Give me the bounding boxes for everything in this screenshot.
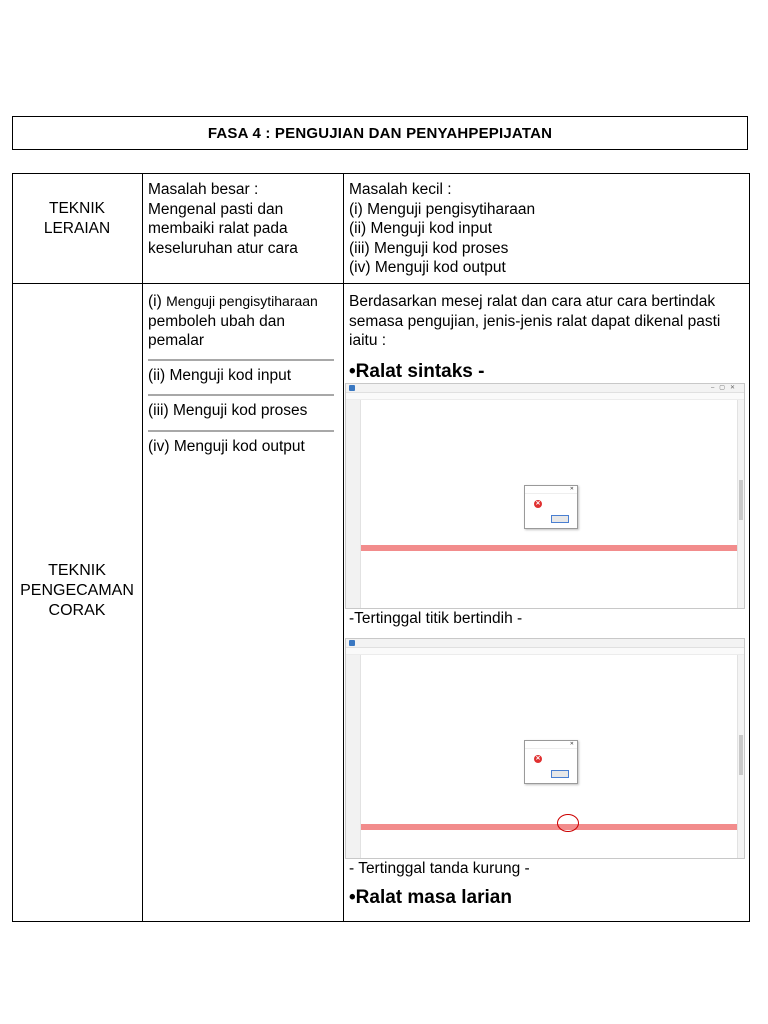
divider-rule	[148, 359, 334, 361]
row1-col3-line: (i) Menguji pengisytiharaan	[349, 200, 536, 218]
editor-titlebar	[346, 639, 744, 648]
code-editor-screenshot	[345, 383, 745, 609]
bullet-marker: •	[349, 887, 356, 908]
heading-text: Ralat sintaks -	[355, 361, 485, 382]
caption-tanda-kurung: - Tertinggal tanda kurung -	[349, 860, 530, 877]
teknik-pengecaman-corak-label	[13, 561, 141, 621]
row1-col3-line: (ii) Menguji kod input	[349, 220, 493, 237]
row1-col1-line: LERAIAN	[43, 219, 111, 237]
item-pengisytiharaan	[148, 292, 338, 351]
line-number-gutter	[346, 400, 361, 608]
page-title: FASA 4 : PENGUJIAN DAN PENYAHPEPIJATAN	[12, 116, 748, 150]
intro-line: semasa pengujian, jenis-jenis ralat dapat dikenal pasti	[349, 312, 721, 330]
ok-button	[551, 515, 569, 523]
error-icon: ✕	[535, 756, 541, 762]
error-icon: ✕	[535, 501, 541, 507]
bullet-marker: •	[349, 361, 356, 382]
row1-col2-line: Masalah besar :	[148, 181, 259, 198]
close-icon: ✕	[569, 741, 574, 747]
row2-col1-line: CORAK	[48, 602, 106, 619]
editor-titlebar	[346, 384, 744, 393]
code-editor-screenshot	[345, 638, 745, 859]
ok-button	[551, 770, 569, 778]
column-divider-1	[142, 174, 143, 921]
row1-col2-line: Mengenal pasti dan	[148, 200, 284, 218]
row1-col2-line: keseluruhan atur cara	[148, 239, 298, 257]
item1-line: pemalar	[148, 332, 204, 349]
editor-scrollbar	[737, 655, 744, 858]
teknik-leraian-label	[13, 199, 141, 238]
window-controls-icon: –▢✕	[710, 385, 740, 391]
intro-line: iaitu :	[349, 332, 387, 349]
heading-text: Ralat masa larian	[355, 887, 512, 908]
error-highlight	[361, 824, 737, 830]
row2-col1-line: TEKNIK	[48, 562, 106, 579]
row1-col3-line: (iii) Menguji kod proses	[349, 239, 509, 257]
row1-col2-line: membaiki ralat pada	[148, 220, 288, 237]
ralat-sintaks-heading	[349, 361, 484, 383]
row1-col1-line: TEKNIK	[49, 200, 105, 217]
masalah-kecil-text	[349, 180, 744, 278]
divider-rule	[148, 430, 334, 432]
dialog-titlebar	[525, 486, 577, 494]
masalah-besar-text	[148, 180, 338, 258]
python-icon	[349, 385, 355, 391]
editor-menubar	[346, 648, 744, 655]
dialog-titlebar	[525, 741, 577, 749]
caption-titik-bertindih: -Tertinggal titik bertindih -	[349, 610, 523, 627]
editor-menubar	[346, 393, 744, 400]
item-prefix: (i)	[148, 293, 167, 310]
error-highlight	[361, 545, 737, 551]
intro-line: Berdasarkan mesej ralat dan cara atur cara bertindak	[349, 293, 716, 310]
item1-line: Menguji pengisytiharaan	[166, 293, 318, 309]
row2-col1-line: PENGECAMAN	[20, 582, 134, 599]
missing-bracket-marker	[557, 814, 579, 832]
ralat-masa-larian-heading	[349, 887, 512, 909]
item-kod-proses: (iii) Menguji kod proses	[148, 402, 308, 419]
editor-scrollbar	[737, 400, 744, 608]
close-icon: ✕	[569, 486, 574, 492]
line-number-gutter	[346, 655, 361, 858]
item-kod-input: (ii) Menguji kod input	[148, 367, 292, 384]
row1-col3-line: (iv) Menguji kod output	[349, 259, 506, 276]
syntax-error-dialog	[524, 740, 578, 784]
syntax-error-dialog	[524, 485, 578, 529]
intro-paragraph	[349, 292, 744, 351]
column-divider-2	[343, 174, 344, 921]
item-kod-output: (iv) Menguji kod output	[148, 438, 305, 455]
row1-col3-line: Masalah kecil :	[349, 181, 452, 198]
python-icon	[349, 640, 355, 646]
row-divider	[13, 283, 749, 284]
item1-line: pemboleh ubah dan	[148, 312, 286, 330]
divider-rule	[148, 394, 334, 396]
